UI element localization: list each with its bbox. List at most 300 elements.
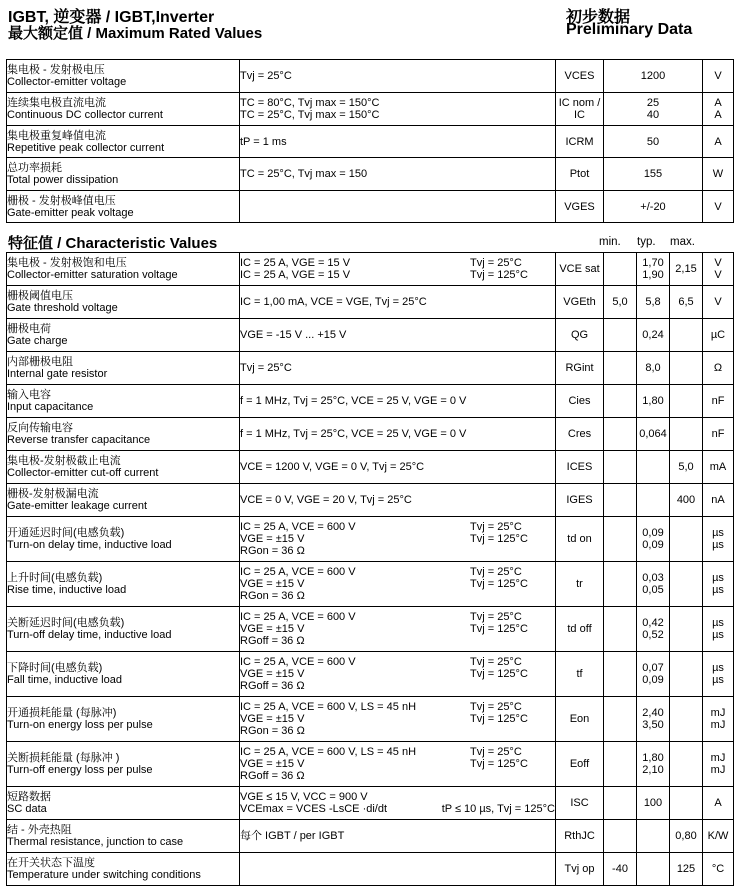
- symbol-cell: Cres: [556, 418, 604, 451]
- max: [670, 853, 703, 886]
- typ-value: 0,07: [642, 662, 664, 674]
- parameter-cell: [7, 253, 240, 286]
- temperature-text: Tvj = 25°C: [470, 746, 522, 758]
- parameter-name-cn: 结 - 外壳热阻: [7, 824, 72, 836]
- rating: [604, 93, 703, 126]
- typ-value: 0,24: [642, 329, 664, 341]
- spec-row: [7, 820, 734, 853]
- unit: [703, 126, 734, 158]
- typ: [637, 853, 670, 886]
- parameter-cell: [7, 158, 240, 191]
- typ: [637, 352, 670, 385]
- symbol-cell: Cies: [556, 385, 604, 418]
- max: [670, 385, 703, 418]
- spec-row: [7, 652, 734, 697]
- spec-row: [7, 562, 734, 607]
- condition-cell: [240, 820, 556, 853]
- max: [670, 319, 703, 352]
- condition-cell: [240, 787, 556, 820]
- rating: [604, 126, 703, 158]
- min: [604, 787, 637, 820]
- condition-text: IC = 25 A, VGE = 15 V: [240, 269, 351, 281]
- temperature-text: Tvj = 25°C: [470, 701, 522, 713]
- rating-value: 155: [643, 168, 663, 180]
- condition-line: [240, 494, 555, 506]
- symbol-cell: RGint: [556, 352, 604, 385]
- parameter-name-en: Turn-on delay time, inductive load: [7, 539, 172, 551]
- unit: [703, 853, 734, 886]
- symbol-cell: Eon: [556, 697, 604, 742]
- parameter-name-cn: 栅极阈值电压: [7, 290, 73, 302]
- max-value: 6,5: [678, 296, 694, 308]
- unit-value: V: [714, 200, 722, 213]
- parameter-name-en: Thermal resistance, junction to case: [7, 836, 184, 848]
- condition-line: [240, 656, 555, 668]
- parameter-name-en: Rise time, inductive load: [7, 584, 127, 596]
- unit-value: V: [714, 257, 722, 269]
- condition-cell: [240, 158, 556, 191]
- parameter-name-en: Fall time, inductive load: [7, 674, 122, 686]
- condition-line: [240, 257, 555, 269]
- max: [670, 286, 703, 319]
- parameter-name-en: Gate-emitter peak voltage: [7, 206, 134, 219]
- symbol-cell: IGES: [556, 484, 604, 517]
- unit: [703, 517, 734, 562]
- unit: [703, 607, 734, 652]
- parameter-name-cn: 集电极 - 发射极电压: [7, 64, 105, 76]
- condition-text: IC = 1,00 mA, VCE = VGE, Tvj = 25°C: [240, 296, 427, 308]
- col-max-header: max.: [670, 236, 695, 248]
- symbol-cell: tr: [556, 562, 604, 607]
- max: [670, 562, 703, 607]
- condition-cell: [240, 60, 556, 93]
- typ: [637, 742, 670, 787]
- typ-value: 0,42: [642, 617, 664, 629]
- condition-text: IC = 25 A, VCE = 600 V, LS = 45 nH: [240, 701, 417, 713]
- col-min-header: min.: [599, 236, 621, 248]
- unit-value: V: [714, 296, 722, 308]
- condition-text: VGE = -15 V ... +15 V: [240, 329, 347, 341]
- temperature-text: Tvj = 25°C: [470, 656, 522, 668]
- max: [670, 253, 703, 286]
- temperature-text: Tvj = 125°C: [470, 623, 528, 635]
- min-value: -40: [612, 863, 628, 875]
- condition-text: Tvj = 25°C: [240, 70, 292, 82]
- min: [604, 652, 637, 697]
- condition-text: tP = 1 ms: [240, 135, 287, 148]
- unit-value: µs: [712, 527, 724, 539]
- condition-line: [240, 713, 555, 725]
- unit: [703, 191, 734, 223]
- rating-value: 50: [646, 135, 660, 148]
- parameter-name-en: Turn-off delay time, inductive load: [7, 629, 172, 641]
- typ-value: 2,40: [642, 707, 664, 719]
- unit: [703, 562, 734, 607]
- condition-line: [240, 329, 555, 341]
- rating-value: 1200: [640, 70, 666, 82]
- max-value: 125: [676, 863, 696, 875]
- condition-text: IC = 25 A, VCE = 600 V: [240, 611, 356, 623]
- parameter-name-en: Repetitive peak collector current: [7, 141, 165, 154]
- condition-cell: [240, 191, 556, 223]
- spec-row: [7, 517, 734, 562]
- parameter-name-cn: 关断损耗能量 (每脉冲 ): [7, 752, 120, 764]
- unit: [703, 158, 734, 191]
- condition-line: [240, 168, 555, 180]
- min: [604, 820, 637, 853]
- typ: [637, 517, 670, 562]
- condition-text: VGE = ±15 V: [240, 668, 305, 680]
- parameter-cell: [7, 820, 240, 853]
- temperature-text: Tvj = 125°C: [470, 758, 528, 770]
- parameter-cell: [7, 352, 240, 385]
- parameter-name-cn: 总功率损耗: [7, 162, 62, 174]
- condition-text: VGE = ±15 V: [240, 623, 305, 635]
- unit: [703, 652, 734, 697]
- spec-row: [7, 191, 734, 223]
- typ: [637, 652, 670, 697]
- spec-row: [7, 607, 734, 652]
- min: [604, 352, 637, 385]
- typ-value: 1,80: [642, 395, 664, 407]
- rating: [604, 60, 703, 93]
- condition-text: IC = 25 A, VCE = 600 V: [240, 521, 356, 533]
- condition-text: RGon = 36 Ω: [240, 725, 305, 737]
- parameter-cell: [7, 60, 240, 93]
- symbol-cell: td on: [556, 517, 604, 562]
- condition-line: [240, 746, 555, 758]
- min: [604, 484, 637, 517]
- condition-line: [240, 136, 555, 148]
- parameter-cell: [7, 385, 240, 418]
- unit-value: A: [714, 97, 722, 109]
- unit-value: µs: [712, 674, 724, 686]
- typ: [637, 286, 670, 319]
- parameter-name-en: Collector-emitter cut-off current: [7, 467, 159, 479]
- unit-value: µs: [712, 539, 724, 551]
- condition-line: [240, 680, 555, 692]
- condition-text: TC = 25°C, Tvj max = 150°C: [240, 109, 380, 121]
- typ: [637, 697, 670, 742]
- condition-line: [240, 521, 555, 533]
- typ-value: 1,70: [642, 257, 664, 269]
- parameter-cell: [7, 742, 240, 787]
- condition-text: 每个 IGBT / per IGBT: [240, 830, 345, 842]
- max: [670, 352, 703, 385]
- unit-value: µs: [712, 617, 724, 629]
- unit: [703, 820, 734, 853]
- parameter-cell: [7, 126, 240, 158]
- unit: [703, 319, 734, 352]
- max-value: 400: [676, 494, 696, 506]
- condition-cell: [240, 126, 556, 158]
- rating-value: +/-20: [640, 200, 666, 213]
- unit: [703, 418, 734, 451]
- parameter-name-cn: 集电极 - 发射极饱和电压: [7, 257, 127, 269]
- unit-value: A: [714, 135, 722, 148]
- temperature-text: Tvj = 25°C: [470, 566, 522, 578]
- spec-row: [7, 93, 734, 126]
- temperature-text: Tvj = 125°C: [470, 668, 528, 680]
- unit-value: µs: [712, 662, 724, 674]
- parameter-name-en: Gate-emitter leakage current: [7, 500, 148, 512]
- symbol-cell: ICRM: [556, 126, 604, 158]
- parameter-cell: [7, 853, 240, 886]
- min: [604, 286, 637, 319]
- parameter-name-en: Continuous DC collector current: [7, 109, 163, 121]
- condition-cell: [240, 385, 556, 418]
- spec-row: [7, 60, 734, 93]
- temperature-text: Tvj = 125°C: [470, 578, 528, 590]
- min: [604, 697, 637, 742]
- page-title: IGBT, 逆变器 / IGBT,Inverter: [8, 9, 215, 26]
- unit: [703, 787, 734, 820]
- condition-cell: [240, 697, 556, 742]
- condition-cell: [240, 853, 556, 886]
- condition-cell: [240, 607, 556, 652]
- typ: [637, 451, 670, 484]
- spec-row: [7, 742, 734, 787]
- typ: [637, 820, 670, 853]
- spec-row: [7, 286, 734, 319]
- unit: [703, 742, 734, 787]
- parameter-cell: [7, 652, 240, 697]
- parameter-name-cn: 栅极 - 发射极峰值电压: [7, 194, 116, 207]
- condition-text: IC = 25 A, VCE = 600 V: [240, 566, 356, 578]
- parameter-name-en: Temperature under switching conditions: [7, 869, 201, 881]
- max-value: 5,0: [678, 461, 694, 473]
- rating-value: 25: [646, 97, 660, 109]
- condition-line: [240, 97, 555, 109]
- symbol-cell: VGEth: [556, 286, 604, 319]
- spec-row: [7, 352, 734, 385]
- min-value: 5,0: [612, 296, 628, 308]
- preliminary-label-cn: 初步数据: [566, 9, 631, 26]
- max: [670, 607, 703, 652]
- unit-value: nA: [711, 494, 725, 506]
- condition-line: [240, 269, 555, 281]
- condition-text: f = 1 MHz, Tvj = 25°C, VCE = 25 V, VGE = 0 V: [240, 428, 467, 440]
- symbol-cell: QG: [556, 319, 604, 352]
- condition-line: [240, 791, 555, 803]
- spec-row: [7, 484, 734, 517]
- symbol-cell: td off: [556, 607, 604, 652]
- typ: [637, 607, 670, 652]
- unit-value: V: [714, 269, 722, 281]
- parameter-name-cn: 在开关状态下温度: [7, 857, 95, 869]
- unit-value: µs: [712, 584, 724, 596]
- symbol-cell: Ptot: [556, 158, 604, 191]
- unit-value: mJ: [710, 707, 726, 719]
- typ-value: 0,09: [642, 527, 664, 539]
- symbol-cell: RthJC: [556, 820, 604, 853]
- parameter-name-en: Collector-emitter voltage: [7, 76, 127, 88]
- condition-cell: [240, 352, 556, 385]
- typ: [637, 385, 670, 418]
- condition-line: [240, 461, 555, 473]
- min: [604, 253, 637, 286]
- spec-row: [7, 158, 734, 191]
- parameter-name-en: Turn-off energy loss per pulse: [7, 764, 153, 776]
- condition-line: [240, 770, 555, 782]
- max: [670, 742, 703, 787]
- min: [604, 418, 637, 451]
- typ: [637, 319, 670, 352]
- characteristic-values-heading: 特征值 / Characteristic Values: [8, 235, 218, 252]
- spec-row: [7, 418, 734, 451]
- condition-cell: [240, 93, 556, 126]
- condition-line: [240, 611, 555, 623]
- condition-cell: [240, 418, 556, 451]
- unit: [703, 697, 734, 742]
- temperature-text: tP ≤ 10 µs, Tvj = 125°C: [441, 803, 555, 815]
- condition-line: [240, 830, 555, 842]
- condition-line: [240, 70, 555, 82]
- min: [604, 385, 637, 418]
- parameter-name-cn: 栅极-发射极漏电流: [7, 488, 99, 500]
- min: [604, 853, 637, 886]
- parameter-name-cn: 下降时间(电感负载): [7, 662, 103, 674]
- preliminary-label-en: Preliminary Data: [566, 21, 693, 38]
- max: [670, 652, 703, 697]
- condition-line: [240, 296, 555, 308]
- unit-value: °C: [711, 863, 725, 875]
- condition-text: IC = 25 A, VCE = 600 V, LS = 45 nH: [240, 746, 417, 758]
- condition-line: [240, 590, 555, 602]
- max-value: 0,80: [675, 830, 697, 842]
- condition-text: VCE = 1200 V, VGE = 0 V, Tvj = 25°C: [240, 461, 425, 473]
- typ-value: 0,05: [642, 584, 664, 596]
- parameter-name-en: Collector-emitter saturation voltage: [7, 269, 178, 281]
- parameter-name-en: Reverse transfer capacitance: [7, 434, 151, 446]
- unit-value: Ω: [713, 362, 723, 374]
- min: [604, 319, 637, 352]
- condition-cell: [240, 517, 556, 562]
- typ-value: 8,0: [645, 362, 661, 374]
- parameter-name-en: Total power dissipation: [7, 174, 119, 186]
- unit-value: W: [712, 168, 724, 180]
- typ-value: 0,064: [639, 428, 667, 440]
- typ-value: 0,03: [642, 572, 664, 584]
- spec-row: [7, 253, 734, 286]
- condition-text: VGE = ±15 V: [240, 758, 305, 770]
- condition-line: [240, 578, 555, 590]
- spec-row: [7, 126, 734, 158]
- parameter-cell: [7, 319, 240, 352]
- rating-value: 40: [646, 109, 660, 121]
- typ-value: 0,09: [642, 539, 664, 551]
- condition-cell: [240, 253, 556, 286]
- condition-text: RGoff = 36 Ω: [240, 635, 305, 647]
- min: [604, 607, 637, 652]
- max: [670, 517, 703, 562]
- symbol-cell: VCE sat: [556, 253, 604, 286]
- spec-row: [7, 385, 734, 418]
- condition-line: [240, 725, 555, 737]
- condition-text: VGE = ±15 V: [240, 533, 305, 545]
- typ-value: 0,09: [642, 674, 664, 686]
- condition-cell: [240, 484, 556, 517]
- condition-text: VCE = 0 V, VGE = 20 V, Tvj = 25°C: [240, 494, 412, 506]
- condition-line: [240, 623, 555, 635]
- typ: [637, 562, 670, 607]
- symbol-cell: tf: [556, 652, 604, 697]
- condition-line: [240, 803, 555, 815]
- max: [670, 820, 703, 853]
- parameter-cell: [7, 286, 240, 319]
- parameter-name-en: Turn-on energy loss per pulse: [7, 719, 153, 731]
- parameter-name-cn: 集电极-发射极截止电流: [7, 455, 121, 467]
- unit-value: mA: [709, 461, 727, 473]
- symbol-cell: VCES: [556, 60, 604, 93]
- unit-value: nF: [711, 428, 725, 440]
- typ: [637, 253, 670, 286]
- condition-line: [240, 545, 555, 557]
- unit: [703, 451, 734, 484]
- typ: [637, 787, 670, 820]
- unit: [703, 385, 734, 418]
- condition-line: [240, 701, 555, 713]
- parameter-cell: [7, 484, 240, 517]
- temperature-text: Tvj = 25°C: [470, 611, 522, 623]
- parameter-name-en: Input capacitance: [7, 401, 94, 413]
- parameter-name-cn: 连续集电极直流电流: [7, 97, 106, 109]
- spec-row: [7, 451, 734, 484]
- condition-line: [240, 668, 555, 680]
- symbol-cell: ISC: [556, 787, 604, 820]
- parameter-name-cn: 短路数据: [7, 791, 51, 803]
- symbol-cell: IC nom / IC: [556, 93, 604, 126]
- typ-value: 100: [643, 797, 663, 809]
- parameter-cell: [7, 517, 240, 562]
- condition-cell: [240, 286, 556, 319]
- condition-line: [240, 566, 555, 578]
- parameter-name-cn: 输入电容: [7, 389, 51, 401]
- condition-text: RGoff = 36 Ω: [240, 770, 305, 782]
- typ: [637, 484, 670, 517]
- condition-line: [240, 109, 555, 121]
- rating: [604, 191, 703, 223]
- parameter-name-cn: 内部栅极电阻: [7, 356, 73, 368]
- condition-line: [240, 395, 555, 407]
- condition-text: RGon = 36 Ω: [240, 545, 305, 557]
- parameter-cell: [7, 418, 240, 451]
- condition-line: [240, 533, 555, 545]
- condition-text: TC = 25°C, Tvj max = 150: [240, 168, 368, 180]
- condition-text: VGE ≤ 15 V, VCC = 900 V: [240, 791, 368, 803]
- symbol-cell: Tvj op: [556, 853, 604, 886]
- parameter-name-en: Gate threshold voltage: [7, 302, 118, 314]
- temperature-text: Tvj = 125°C: [470, 269, 528, 281]
- condition-line: [240, 428, 555, 440]
- typ-value: 5,8: [645, 296, 661, 308]
- condition-text: RGon = 36 Ω: [240, 590, 305, 602]
- condition-text: Tvj = 25°C: [240, 362, 292, 374]
- max-ratings-heading: 最大额定值 / Maximum Rated Values: [8, 25, 263, 42]
- spec-row: [7, 697, 734, 742]
- characteristic-values-table: [6, 252, 734, 886]
- unit-value: nF: [711, 395, 725, 407]
- condition-cell: [240, 451, 556, 484]
- parameter-name-cn: 集电极重复峰值电流: [7, 129, 106, 142]
- col-typ-header: typ.: [637, 236, 656, 248]
- max: [670, 451, 703, 484]
- parameter-cell: [7, 787, 240, 820]
- condition-text: VGE = ±15 V: [240, 578, 305, 590]
- condition-text: VCEmax = VCES -LsCE ·di/dt: [240, 803, 388, 815]
- parameter-cell: [7, 697, 240, 742]
- typ: [637, 418, 670, 451]
